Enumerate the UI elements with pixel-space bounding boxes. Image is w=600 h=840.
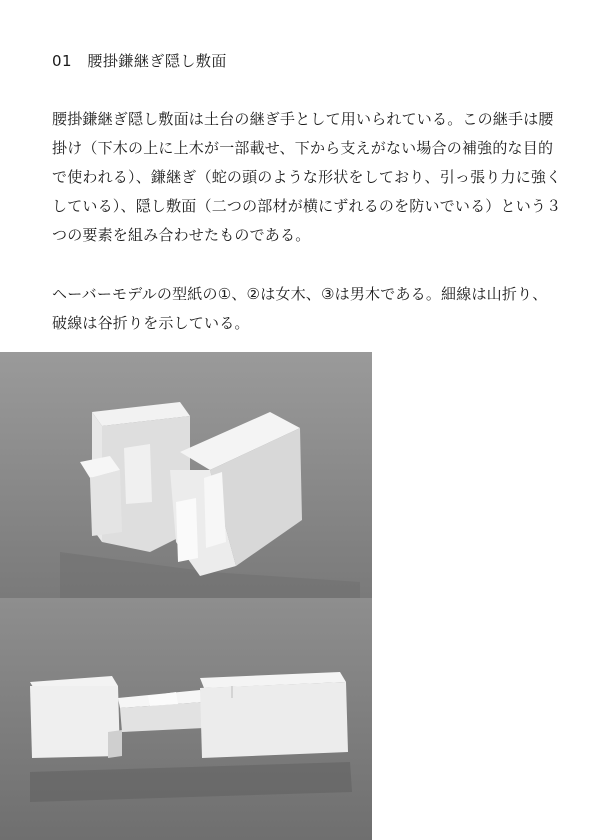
description-paragraph: 腰掛鎌継ぎ隠し敷面は土台の継ぎ手として用いられている。この継手は腰掛け（下木の上に上木が一部載せ、下から支えがない場合の補強的な目的で使われる）、鎌継ぎ（蛇の頭のような形状をしており、引っ張り力に強くしている）、隠し敷面（二つの部材が横にずれるのを防いでいる）という３つの要素を組み合わせたものである。 — [52, 110, 562, 244]
separated-joint-photo — [0, 352, 372, 602]
assembled-joint-photo — [0, 598, 372, 840]
pattern-note-paragraph: ヘーバーモデルの型紙の①、②は女木、③は男木である。細線は山折り、破線は谷折りを示している。 — [52, 285, 548, 332]
section-heading — [52, 50, 227, 71]
section-title: 腰掛鎌継ぎ隠し敷面 — [87, 52, 227, 70]
model-photographs — [0, 352, 372, 840]
section-number: 01 — [52, 52, 73, 70]
